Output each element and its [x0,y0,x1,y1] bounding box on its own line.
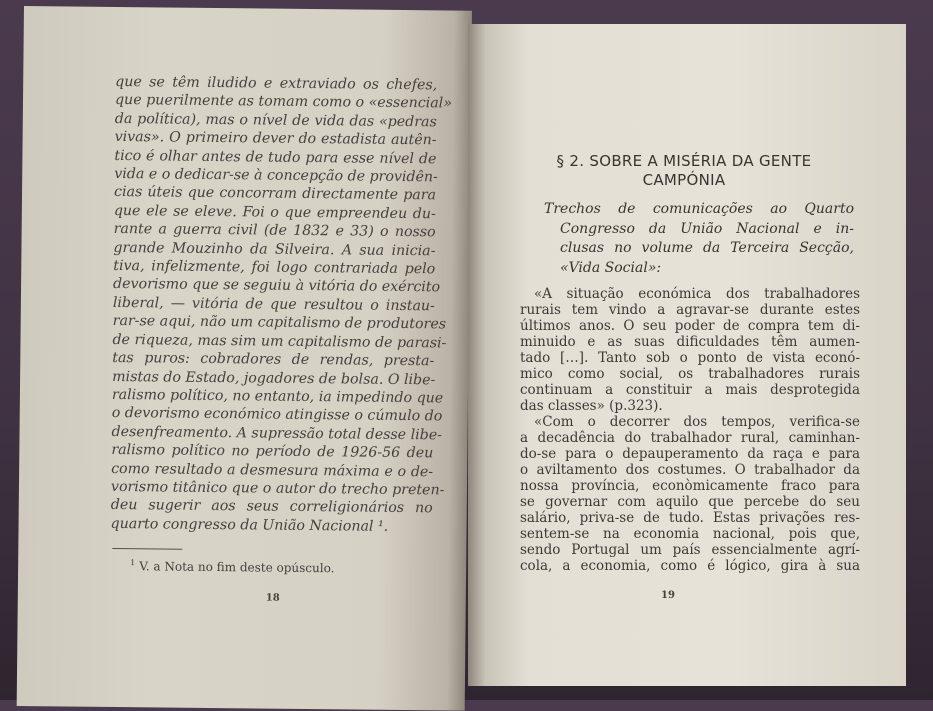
footnote-marker: 1 [130,558,136,568]
text-line: continuam a constituir a mais desprotegida [520,382,860,398]
text-line: minuido e as suas dificuldades têm aumen- [520,334,860,350]
section-heading [504,152,864,190]
text-line: sendo Portugal um país essencialmente agrí- [520,542,860,558]
heading-line: § 2. SOBRE A MISÉRIA DA GENTE [556,152,812,170]
text-line: nossa província, econòmicamente fraco para [520,478,860,494]
text-line: rurais tem vindo a agravar-se durante estes [520,302,860,318]
text-line: o aviltamento dos costumes. O trabalhador da [520,462,860,478]
text-line: vida e o dedicar-se à concepção de providên- [114,165,438,186]
left-page [17,6,472,711]
text-line: «A situação económica dos trabalhadores [534,286,860,302]
right-page [468,24,906,686]
text-line: últimos anos. O seu poder de compra tem di- [520,318,860,334]
text-line: vivas». O primeiro dever do estadista autên- [114,129,437,149]
left-page-body [110,73,453,537]
page-number: 19 [661,590,675,601]
text-line: que puerilmente as tomam como o «essencial» [114,92,453,112]
text-line: grande Mouzinho da Silveira. A sua inicia- [113,239,436,259]
text-line: cola, a economia, como é lógico, gira à sua [520,558,860,574]
text-line: deu sugerir aos seus correligionários no [110,497,433,517]
text-line: sentem-se na economia nacional, pois que, [520,526,860,542]
text-line: rar-se aqui, não um capitalismo de produtores [112,313,447,333]
text-line: de riqueza, mas sim um capitalismo de parasi- [112,331,447,352]
text-line: ralismo político no período de 1926-56 deu [111,442,434,462]
text-line: a decadência do trabalhador rural, caminhan- [520,430,860,446]
text-line: o devorismo económico atingisse o cúmulo do [111,405,443,425]
footnote-text: V. a Nota no fim deste opúsculo. [139,559,335,576]
text-line: se governar com aquilo que percebe do seu [520,494,860,510]
right-page-body [520,286,860,574]
text-line: salário, priva-se de tudo. Estas privações res- [520,510,860,526]
text-line: do-se para o depauperamento da raça e para [520,446,860,462]
text-line: cias úteis que concorram directamente para [113,184,437,204]
heading-line: CAMPÓNIA [642,171,726,189]
text-line: da política), mas o nível de vida das «pedras [114,110,437,131]
section-intro [544,200,854,278]
text-line: Trechos de comunicações ao Quarto [544,201,854,217]
text-line: ralismo político, no entanto, ia impedindo que [111,386,444,407]
text-line: clusas no volume da Terceira Secção, [560,240,854,256]
text-line: quarto congresso da União Nacional ¹. [110,515,389,535]
text-line: desenfreamento. A supressão total desse libe- [111,423,443,444]
text-line: que se têm iludido e extraviado os chefes, [115,73,438,94]
text-line: como resultado a desmesura máxima e o de- [111,460,434,480]
footnote-divider [112,548,182,550]
text-line: das classes» (p.323). [520,398,663,414]
footnote [130,558,334,575]
text-line: Congresso da União Nacional e in- [560,220,854,237]
text-line: liberal, — vitória de que resultou o instau- [112,294,435,315]
text-line: devorismo que se seguiu à vitória do exército [113,276,441,296]
text-line: tiva, infelizmente, foi logo contrariada pelo [113,258,436,278]
text-line: tas puros: cobradores de rendas, presta- [112,350,435,370]
text-line: que ele se eleve. Foi o que empreendeu du- [113,202,436,223]
page-number: 18 [265,592,280,604]
text-line: «Com o decorrer dos tempos, verifica-se [534,414,860,430]
text-line: mico como social, os trabalhadores rurais [520,366,860,382]
text-line: vorismo titânico que o autor do trecho preten- [110,478,445,499]
text-line: «Vida Social»: [560,259,662,276]
text-line: mistas do Estado, jogadores de bolsa. O libe- [112,368,436,388]
text-line: rante a guerra civil (de 1832 e 33) o nosso [113,221,436,241]
text-line: tico é olhar antes de tudo para esse nível de [114,147,437,167]
text-line: tado […]. Tanto sob o ponto de vista econó- [520,350,860,366]
